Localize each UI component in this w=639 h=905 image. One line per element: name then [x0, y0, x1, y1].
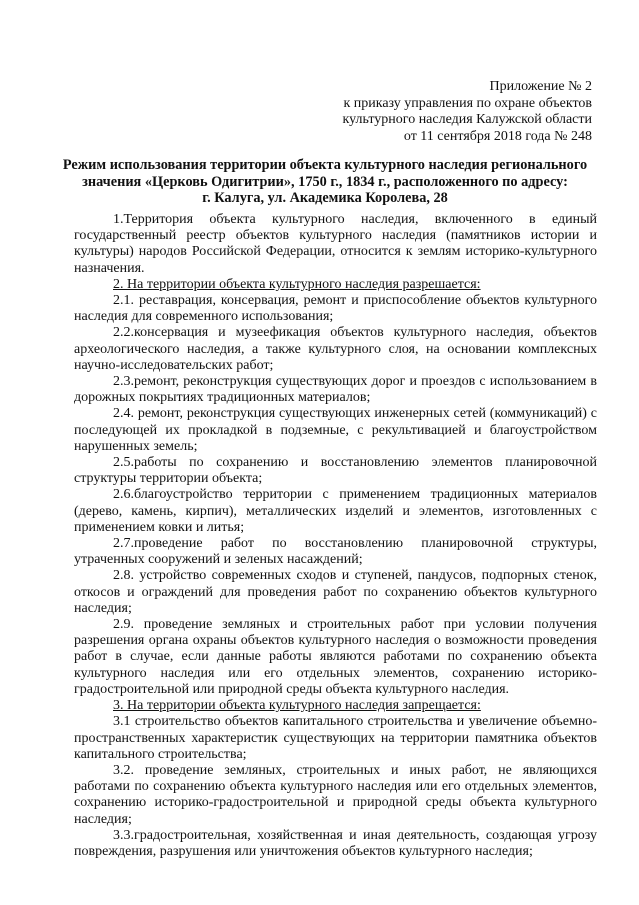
- title-line-3: г. Калуга, ул. Академика Королева, 28: [202, 190, 448, 207]
- department-line: культурного наследия Калужской области: [342, 112, 592, 127]
- paragraph-2-4: 2.4. ремонт, реконструкция существующих инженерных сетей (коммуникаций) с последующей их прокладкой в подземные, с рекультивацией и благоустройством нарушенных земель;: [74, 406, 597, 454]
- appendix-header: [343, 79, 592, 145]
- paragraph-3-2: 3.2. проведение земляных, строительных и иных работ, не являющихся работами по сохранению объекта культурного наследия или его отдельных элементов, сохранению историко-градостроительной и природной среды объекта культурного наследия;: [74, 762, 597, 827]
- paragraph-2-6: 2.6.благоустройство территории с применением традиционных материалов (дерево, камень, кирпич), металлических изделий и элементов, изготовленных с применением ковки и литья;: [74, 487, 597, 535]
- paragraph-2-2: 2.2.консервация и музеефикация объектов культурного наследия, объектов археологического наследия, а также культурного слоя, на основании комплексных научно-исследовательских работ;: [74, 325, 597, 373]
- document-title: [44, 157, 606, 207]
- paragraph-2-3: 2.3.ремонт, реконструкция существующих дорог и проездов с использованием в дорожных покрытиях традиционных материалов;: [74, 374, 597, 406]
- document-body: [74, 212, 597, 860]
- paragraph-2-8: 2.8. устройство современных сходов и ступеней, пандусов, подпорных стенок, откосов и ограждений для проведения работ по сохранению объектов культурного наследия;: [74, 568, 597, 616]
- paragraph-3-3: 3.3.градостроительная, хозяйственная и иная деятельность, создающая угрозу повреждения, разрушения или уничтожения объектов культурного наследия;: [74, 827, 597, 859]
- order-date-line: от 11 сентября 2018 года № 248: [403, 128, 592, 144]
- title-line-2: значения «Церковь Одигитрии», 1750 г., 1834 г., расположенного по адресу:: [82, 173, 568, 190]
- appendix-number: Приложение № 2: [489, 79, 592, 94]
- paragraph-1: 1.Территория объекта культурного наследия, включенного в единый государственный реестр объектов культурного наследия (памятников истории и культуры) народов Российской Федерации, относится к землям историко-культурного назначения.: [74, 212, 597, 276]
- section-heading-allowed: 2. На территории объекта культурного наследия разрешается:: [113, 276, 481, 292]
- paragraph-3-1: 3.1 строительство объектов капитального строительства и увеличение объемно-пространственных характеристик существующих на территории памятника объектов капитального строительства;: [74, 714, 597, 762]
- paragraph-2-1: 2.1. реставрация, консервация, ремонт и приспособление объектов культурного наследия для современного использования;: [74, 293, 597, 325]
- paragraph-2-5: 2.5.работы по сохранению и восстановлению элементов планировочной структуры территории объекта;: [74, 455, 597, 487]
- paragraph-2-9: 2.9. проведение земляных и строительных работ при условии получения разрешения органа охраны объектов культурного наследия о возможности проведения работ в случае, если данные работы являются работами по сохранению объекта культурного наследия или его отдельных элементов, сохранению историко-градостроительной или природной среды объекта культурного наследия.: [74, 617, 597, 697]
- section-heading-prohibited: 3. На территории объекта культурного наследия запрещается:: [113, 698, 481, 714]
- paragraph-2-7: 2.7.проведение работ по восстановлению планировочной структуры, утраченных сооружений и зеленых насаждений;: [74, 536, 597, 568]
- order-reference-line: к приказу управления по охране объектов: [343, 95, 592, 111]
- title-line-1: Режим использования территории объекта культурного наследия регионального: [62, 157, 588, 173]
